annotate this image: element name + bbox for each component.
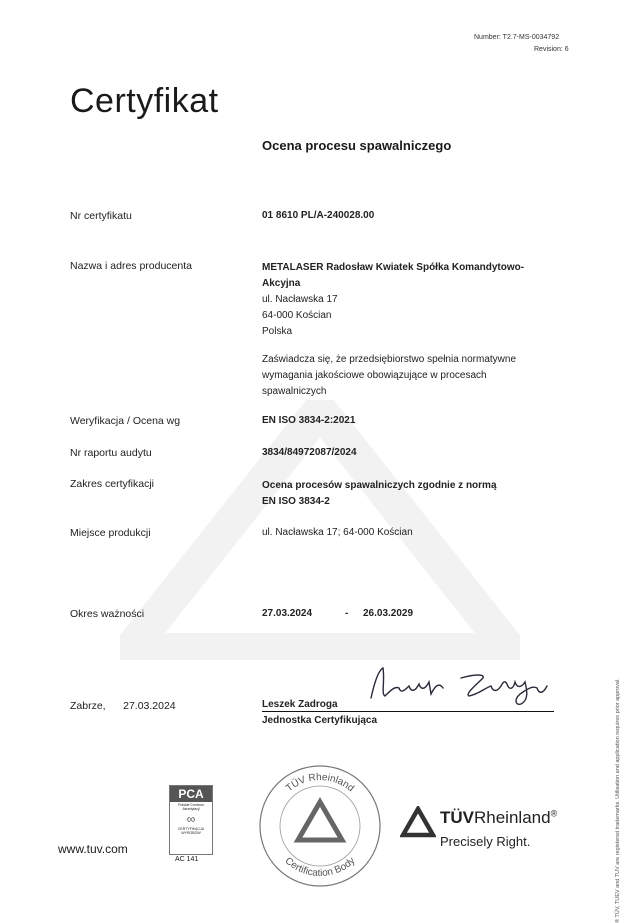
audit-value: 3834/84972087/2024 — [262, 447, 357, 458]
producer-name-line1: METALASER Radosław Kwiatek Spółka Komandytowo- — [262, 262, 525, 273]
producer-city: 64-000 Kościan — [262, 310, 332, 321]
scope-label: Zakres certyfikacji — [70, 478, 155, 490]
pca-sub1: Polskie Centrum — [178, 803, 204, 807]
statement-line3: spawalniczych — [262, 386, 327, 397]
page-title: Certyfikat — [70, 82, 219, 120]
seal-bottom-text: Certification Body — [282, 855, 358, 880]
producer-name-line2: Akcyjna — [262, 278, 301, 289]
website: www.tuv.com — [58, 842, 128, 856]
pca-logo — [169, 785, 213, 855]
page-subtitle: Ocena procesu spawalniczego — [262, 138, 452, 153]
tuv-triangle-icon — [400, 806, 436, 838]
producer-street: ul. Nacławska 17 — [262, 294, 338, 305]
pca-title: PCA — [170, 786, 212, 802]
audit-label: Nr raportu audytu — [70, 447, 152, 459]
pca-rings-icon: ∞ — [186, 812, 196, 826]
svg-text:Certification Body — [283, 855, 358, 879]
place-label: Miejsce produkcji — [70, 527, 151, 539]
signatory-name: Leszek Zadroga — [262, 699, 338, 710]
place-value: ul. Nacławska 17; 64-000 Kościan — [262, 527, 413, 538]
brand-logo-text — [440, 808, 557, 828]
producer-block — [262, 260, 524, 340]
scope-line2: EN ISO 3834-2 — [262, 496, 330, 507]
valid-dash: - — [345, 608, 349, 619]
brand-tuv: TÜV — [440, 808, 474, 827]
statement-block — [262, 352, 516, 400]
pca-sub4: WYROBÓW — [181, 831, 201, 835]
signature-image — [365, 660, 555, 708]
scope-block — [262, 478, 497, 510]
brand-slogan: Precisely Right. — [440, 834, 531, 849]
pca-sub3: CERTYFIKACJA — [177, 827, 205, 831]
certificate-number: Number: T2.7-MS-0034792 — [474, 34, 560, 41]
signatory-role: Jednostka Certyfikująca — [262, 715, 378, 726]
cert-no-value: 01 8610 PL/A-240028.00 — [262, 210, 375, 221]
revision: Revision: 6 — [534, 46, 569, 53]
producer-country: Polska — [262, 326, 293, 337]
cert-no-label: Nr certyfikatu — [70, 210, 132, 222]
verification-value: EN ISO 3834-2:2021 — [262, 415, 356, 426]
brand-rheinland: Rheinland — [474, 808, 551, 827]
side-trademark-note: ® TÜV, TUEV and TUV are registered trademarks. Utilisation and application requires prior approval. — [615, 678, 621, 923]
place-date: Zabrze, 27.03.2024 — [70, 700, 176, 712]
certification-seal-icon — [258, 764, 382, 888]
statement-line1: Zaświadcza się, że przedsiębiorstwo spełnia normatywne — [262, 354, 517, 365]
pca-sub2: Akredytacji — [182, 807, 200, 811]
scope-line1: Ocena procesów spawalniczych zgodnie z normą — [262, 480, 497, 491]
seal-top-text: TÜV Rheinland — [283, 771, 357, 795]
valid-to: 26.03.2029 — [363, 608, 414, 619]
valid-from: 27.03.2024 — [262, 608, 313, 619]
verification-label: Weryfikacja / Ocena wg — [70, 415, 181, 427]
producer-label: Nazwa i adres producenta — [70, 260, 192, 272]
pca-code: AC 141 — [175, 856, 199, 863]
validity-label: Okres ważności — [70, 608, 145, 620]
statement-line2: wymagania jakościowe obowiązujące w procesach — [262, 370, 487, 381]
brand-reg: ® — [550, 808, 558, 819]
signature-line — [262, 711, 554, 712]
svg-text:TÜV Rheinland — [284, 772, 356, 794]
